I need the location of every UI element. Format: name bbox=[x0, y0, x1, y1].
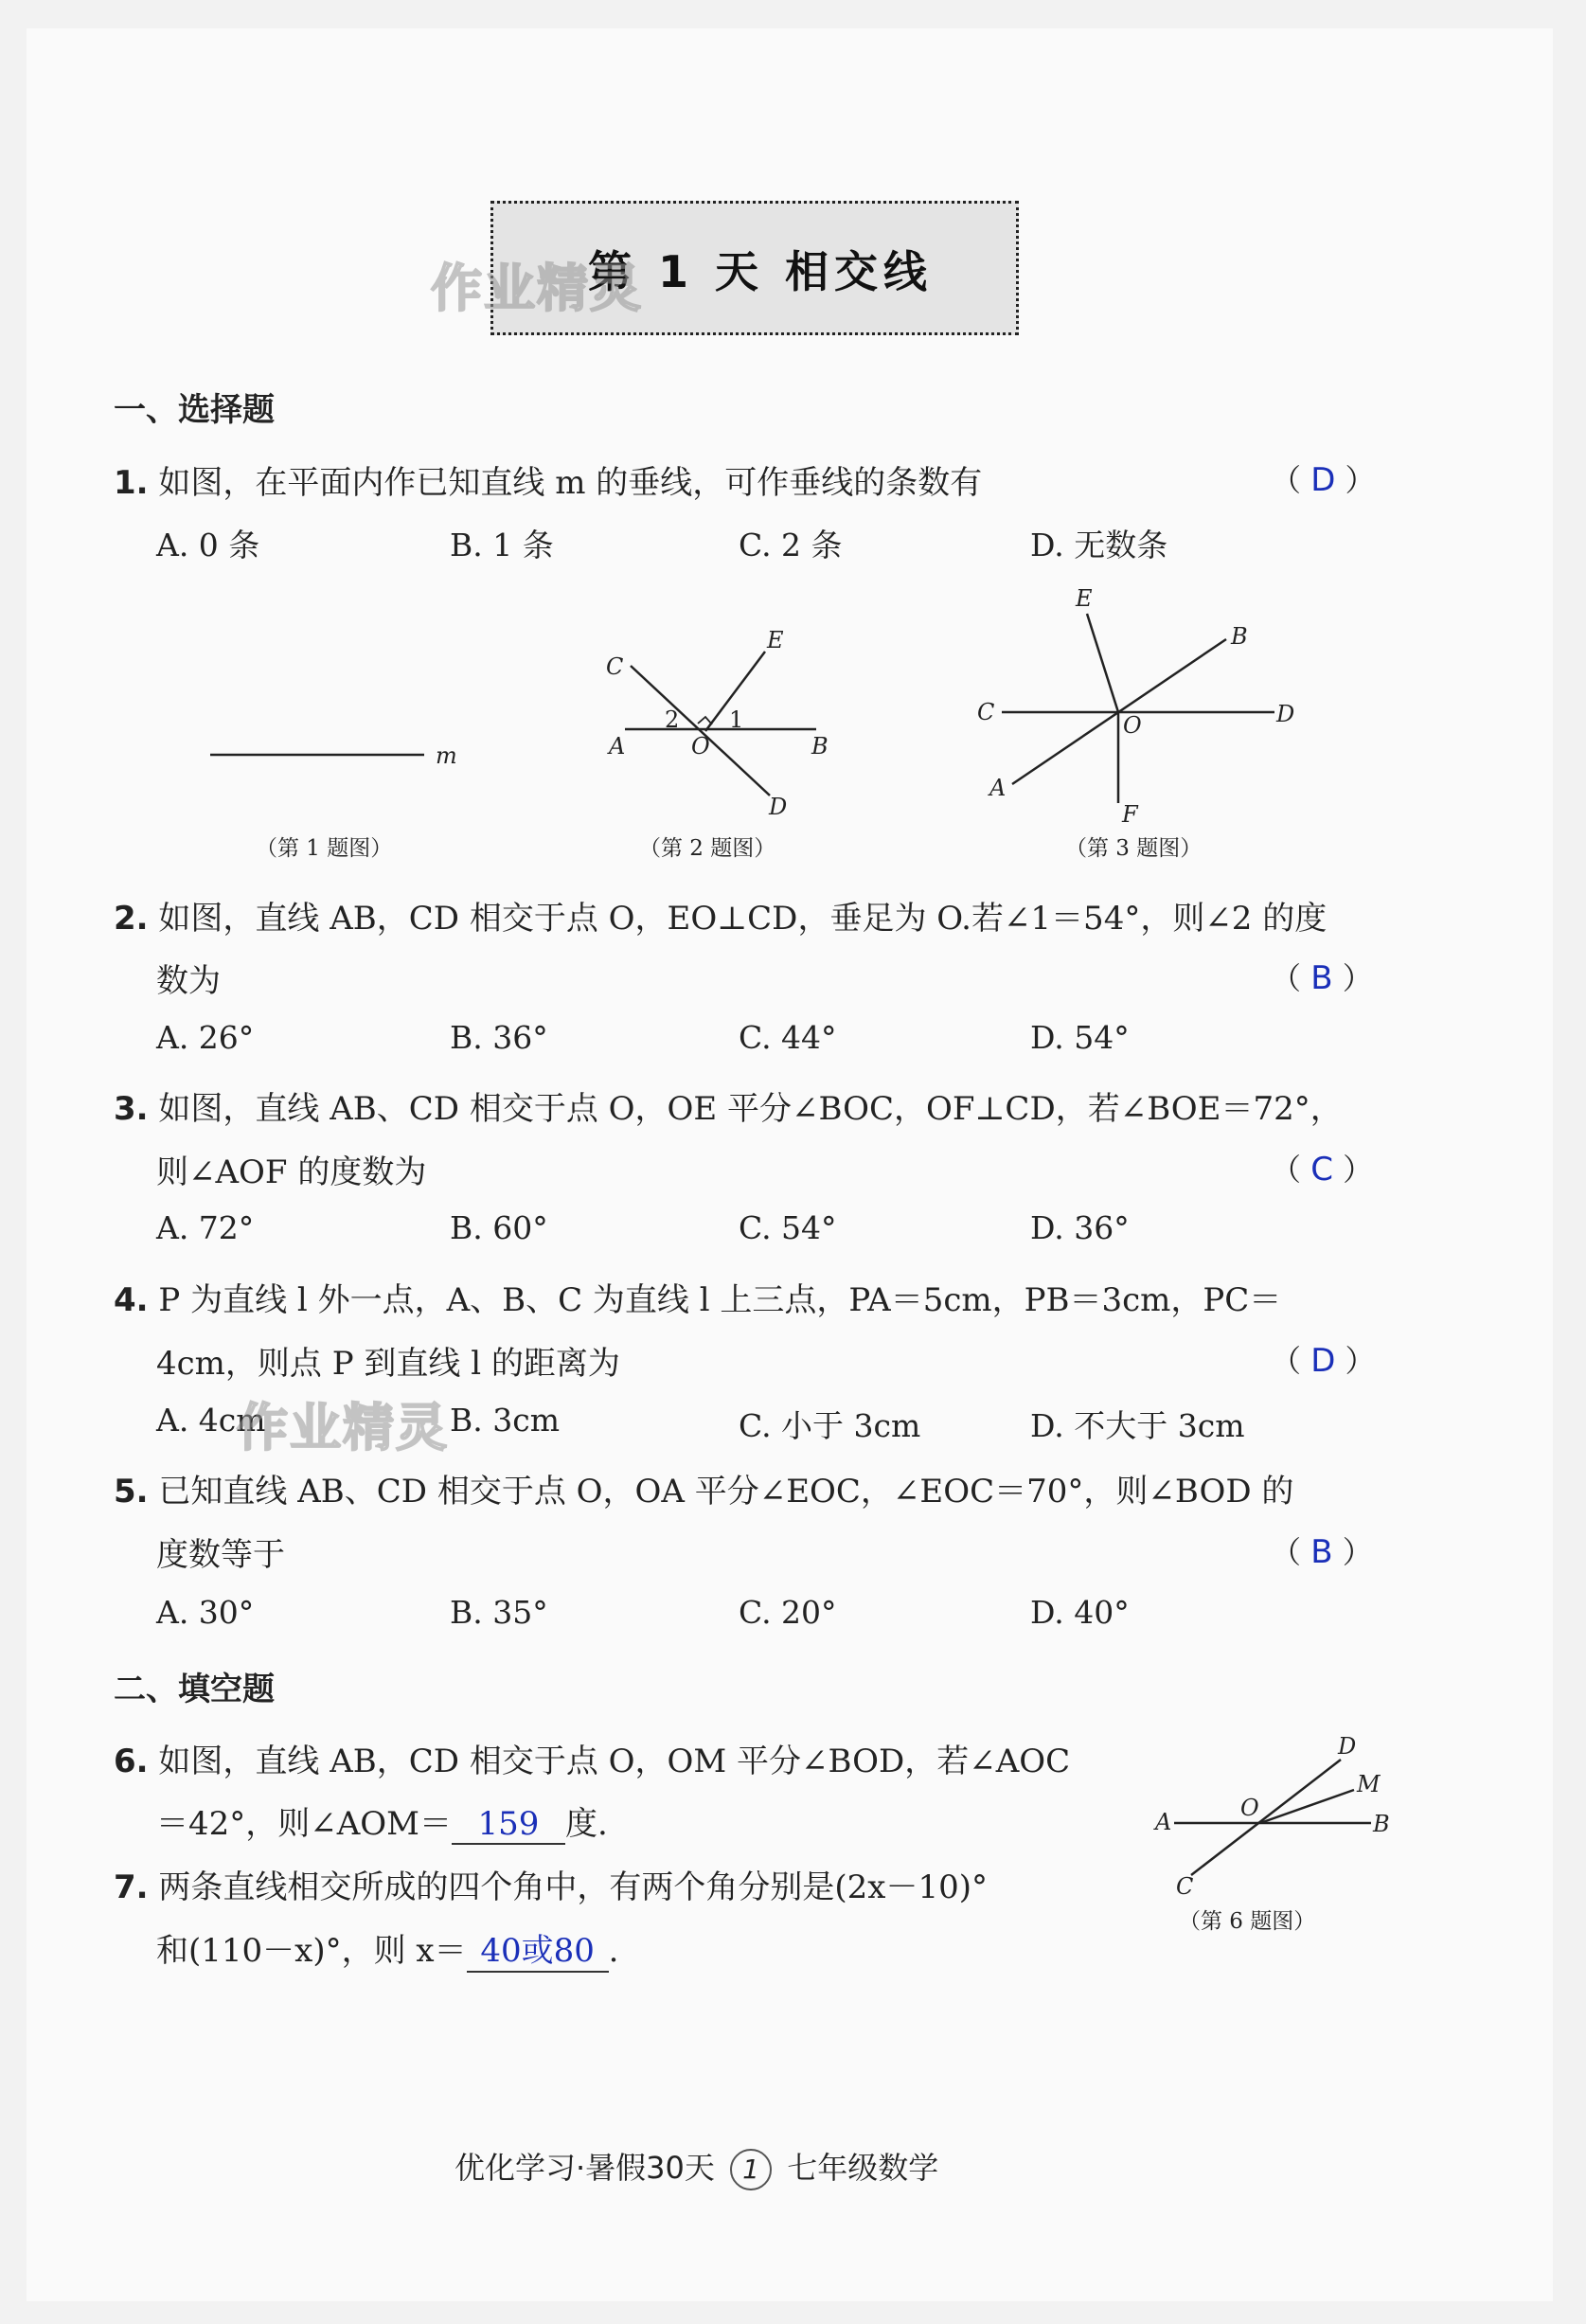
fig6-caption: （第 6 题图） bbox=[1179, 1909, 1316, 1934]
option-b: B. 35° bbox=[450, 1594, 548, 1631]
option-a: A. 0 条 bbox=[156, 527, 260, 563]
question-text: . bbox=[608, 1932, 619, 1970]
answer: D bbox=[1310, 461, 1336, 499]
fig2-line-cd bbox=[631, 666, 770, 796]
question-text: 已知直线 AB、CD 相交于点 O，OA 平分∠EOC，∠EOC＝70°，则∠BOD 的 bbox=[158, 1473, 1294, 1511]
fig3-label: F bbox=[1122, 801, 1138, 828]
fig3-ray-oe bbox=[1087, 614, 1118, 712]
fig6-label: C bbox=[1176, 1873, 1194, 1900]
fig6-label: A bbox=[1155, 1809, 1172, 1835]
question-6 bbox=[114, 1735, 1070, 1781]
fig1-label-m: m bbox=[436, 742, 457, 769]
fig3-label: C bbox=[977, 699, 995, 725]
fig3-label: O bbox=[1123, 712, 1142, 739]
fig6-label: M bbox=[1357, 1771, 1381, 1797]
option-c: C. 小于 3cm bbox=[739, 1407, 921, 1444]
option-d: D. 无数条 bbox=[1030, 527, 1168, 563]
option-c: C. 2 条 bbox=[739, 527, 843, 563]
fig2-label: E bbox=[767, 627, 784, 653]
answer-slot-5: （ B ） bbox=[1271, 1533, 1373, 1571]
option-d: D. 54° bbox=[1030, 1019, 1130, 1056]
fig2-label: A bbox=[609, 733, 626, 760]
footer-book-title: 优化学习·暑假30天 bbox=[454, 2150, 715, 2186]
answer-slot-1: （ D ） bbox=[1271, 461, 1376, 499]
option-b: B. 3cm bbox=[450, 1402, 560, 1439]
footer bbox=[454, 2144, 938, 2190]
answer-blank: 159 bbox=[452, 1805, 565, 1845]
option-d: D. 36° bbox=[1030, 1209, 1130, 1246]
option-b: B. 60° bbox=[450, 1209, 548, 1246]
fig1-caption: （第 1 题图） bbox=[256, 836, 393, 861]
answer-blank: 40或80 bbox=[467, 1924, 609, 1973]
question-number: 2. bbox=[114, 900, 149, 938]
fig6-ray-om bbox=[1260, 1790, 1354, 1823]
fig6-label: O bbox=[1240, 1795, 1259, 1821]
answer: B bbox=[1310, 959, 1333, 997]
fig3-label: D bbox=[1276, 701, 1295, 727]
question-text: ＝42°，则∠AOM＝ bbox=[156, 1805, 452, 1843]
answer-slot-4: （ D ） bbox=[1271, 1342, 1376, 1380]
question-4 bbox=[114, 1274, 1281, 1320]
question-text: 如图，直线 AB，CD 相交于点 O，EO⊥CD，垂足为 O.若∠1＝54°，则∠2 的度 bbox=[158, 900, 1328, 938]
question-number: 7. bbox=[114, 1868, 149, 1906]
fig2-label: D bbox=[769, 794, 788, 820]
question-5 bbox=[114, 1465, 1293, 1511]
answer: D bbox=[1310, 1342, 1336, 1380]
page-number: 1 bbox=[730, 2149, 772, 2190]
question-3-line2: 则∠AOF 的度数为 bbox=[156, 1153, 427, 1191]
question-4-line2: 4cm，则点 P 到直线 l 的距离为 bbox=[156, 1345, 620, 1383]
question-text: 如图，在平面内作已知直线 m 的垂线，可作垂线的条数有 bbox=[158, 464, 983, 502]
fig2-label: 1 bbox=[729, 706, 744, 733]
fig3-label: A bbox=[989, 775, 1007, 801]
question-text: 如图，直线 AB、CD 相交于点 O，OE 平分∠BOC，OF⊥CD，若∠BOE＝72°， bbox=[158, 1090, 1343, 1128]
question-text: P 为直线 l 外一点，A、B、C 为直线 l 上三点，PA＝5cm，PB＝3cm，PC＝ bbox=[158, 1281, 1282, 1319]
fig6-line-cd bbox=[1191, 1760, 1341, 1875]
question-2-line2: 数为 bbox=[156, 962, 221, 1000]
question-2 bbox=[114, 892, 1327, 939]
watermark: 作业精灵 bbox=[237, 1398, 449, 1457]
page-title: 第 1 天 相交线 bbox=[588, 246, 934, 297]
question-text: 度. bbox=[565, 1805, 608, 1843]
question-7 bbox=[114, 1861, 988, 1907]
option-c: C. 54° bbox=[739, 1209, 837, 1246]
option-a: A. 4cm bbox=[156, 1402, 266, 1439]
answer: C bbox=[1310, 1151, 1333, 1189]
option-b: B. 36° bbox=[450, 1019, 548, 1056]
fig3-label: E bbox=[1076, 585, 1093, 612]
option-d: D. 不大于 3cm bbox=[1030, 1407, 1245, 1444]
option-d: D. 40° bbox=[1030, 1594, 1130, 1631]
fig2-label: B bbox=[811, 733, 829, 760]
section-choice: 一、选择题 bbox=[114, 391, 275, 429]
watermark: 作业精灵 bbox=[431, 259, 643, 318]
option-a: A. 26° bbox=[156, 1019, 255, 1056]
section-fill: 二、填空题 bbox=[114, 1671, 275, 1708]
question-text: 如图，直线 AB，CD 相交于点 O，OM 平分∠BOD，若∠AOC bbox=[158, 1743, 1071, 1780]
question-3 bbox=[114, 1082, 1343, 1129]
question-number: 1. bbox=[114, 464, 149, 502]
answer-slot-3: （ C ） bbox=[1271, 1151, 1374, 1189]
fig2-caption: （第 2 题图） bbox=[639, 836, 776, 861]
fig3-label: B bbox=[1231, 623, 1248, 650]
answer-slot-2: （ B ） bbox=[1271, 959, 1373, 997]
question-number: 3. bbox=[114, 1090, 149, 1128]
option-a: A. 72° bbox=[156, 1209, 255, 1246]
fig6-label: B bbox=[1373, 1811, 1390, 1837]
question-6-line2 bbox=[156, 1797, 608, 1845]
fig2-label: O bbox=[691, 733, 710, 760]
answer: B bbox=[1310, 1533, 1333, 1571]
question-number: 4. bbox=[114, 1281, 149, 1319]
option-b: B. 1 条 bbox=[450, 527, 554, 563]
question-5-line2: 度数等于 bbox=[156, 1536, 285, 1574]
fig2-label: C bbox=[606, 653, 624, 680]
option-a: A. 30° bbox=[156, 1594, 255, 1631]
question-number: 6. bbox=[114, 1743, 149, 1780]
question-text: 和(110－x)°，则 x＝ bbox=[156, 1932, 467, 1970]
option-c: C. 44° bbox=[739, 1019, 837, 1056]
fig6-label: D bbox=[1338, 1733, 1357, 1760]
option-c: C. 20° bbox=[739, 1594, 837, 1631]
fig2-label: 2 bbox=[665, 706, 680, 733]
fig3-caption: （第 3 题图） bbox=[1065, 836, 1203, 861]
footer-subject: 七年级数学 bbox=[787, 2150, 939, 2186]
question-7-line2 bbox=[156, 1924, 618, 1973]
question-text: 两条直线相交所成的四个角中，有两个角分别是(2x－10)° bbox=[158, 1868, 988, 1906]
question-number: 5. bbox=[114, 1473, 149, 1511]
